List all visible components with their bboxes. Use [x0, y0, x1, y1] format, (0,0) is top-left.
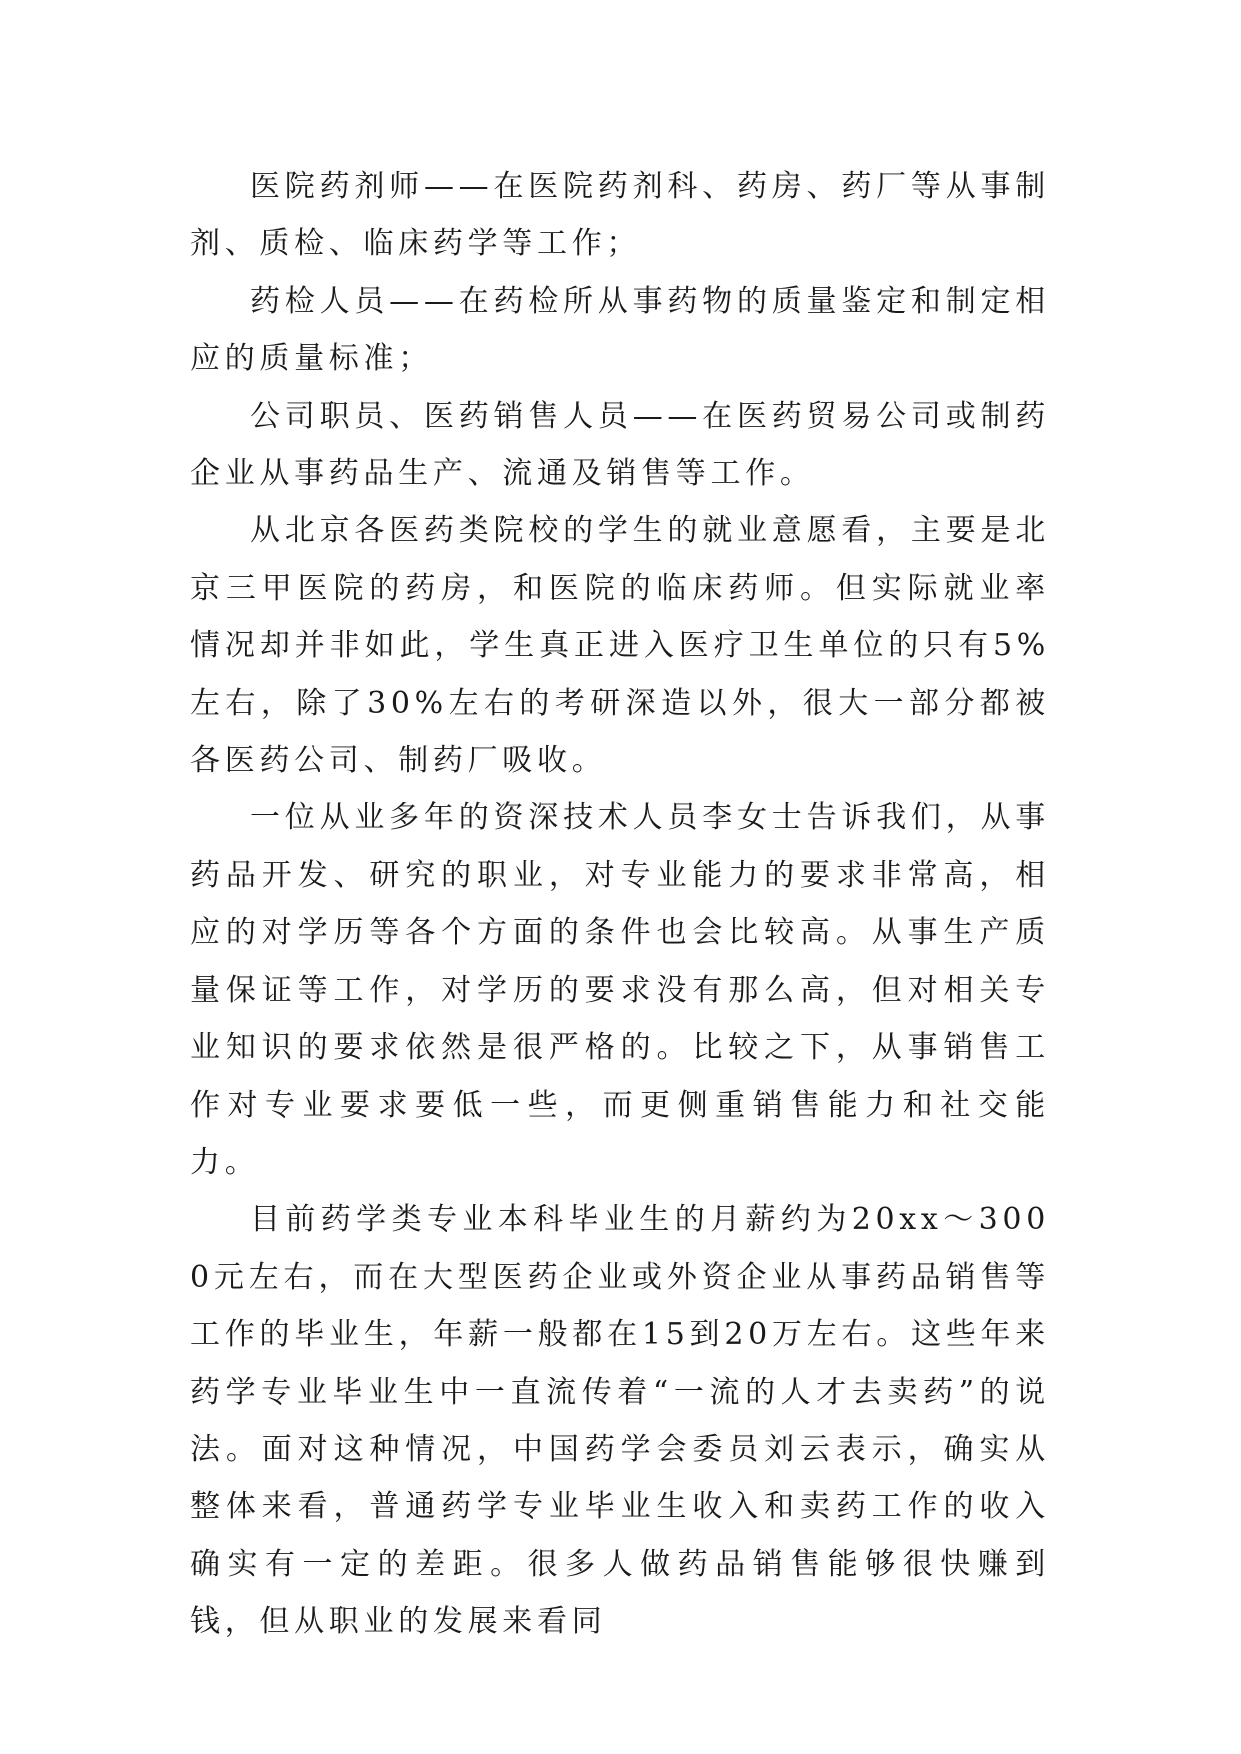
paragraph-drug-inspector: 药检人员——在药检所从事药物的质量鉴定和制定相应的质量标准；: [190, 283, 1050, 377]
paragraph-hospital-pharmacist: 医院药剂师——在医院药剂科、药房、药厂等从事制剂、质检、临床药学等工作；: [190, 169, 1050, 262]
paragraph-expert-opinion: 一位从业多年的资深技术人员李女士告诉我们，从事药品开发、研究的职业，对专业能力的要求非常高，相应的对学历等各个方面的条件也会比较高。从事生产质量保证等工作，对学历的要求没有那么高，但对相关专业知识的要求依然是很严格的。比较之下，从事销售工作对专业要求要低一些，而更侧重销售能力和社交能力。: [190, 800, 1050, 1180]
paragraph-employment-intent: 从北京各医药类院校的学生的就业意愿看，主要是北京三甲医院的药房，和医院的临床药师。但实际就业率情况却并非如此，学生真正进入医疗卫生单位的只有5%左右，除了30%左右的考研深造以外，很大一部分都被各医药公司、制药厂吸收。: [190, 513, 1050, 779]
paragraph-salary: 目前药学类专业本科毕业生的月薪约为20xx～3000元左右，而在大型医药企业或外资企业从事药品销售等工作的毕业生，年薪一般都在15到20万左右。这些年来药学专业毕业生中一直流传着“一流的人才去卖药”的说法。面对这种情况，中国药学会委员刘云表示，确实从整体来看，普通药学专业毕业生收入和卖药工作的收入确实有一定的差距。很多人做药品销售能够很快赚到钱，但从职业的发展来看同: [190, 1202, 1051, 1640]
paragraph-sales-staff: 公司职员、医药销售人员——在医药贸易公司或制药企业从事药品生产、流通及销售等工作。: [190, 398, 1050, 492]
document-body: [190, 158, 1050, 1651]
